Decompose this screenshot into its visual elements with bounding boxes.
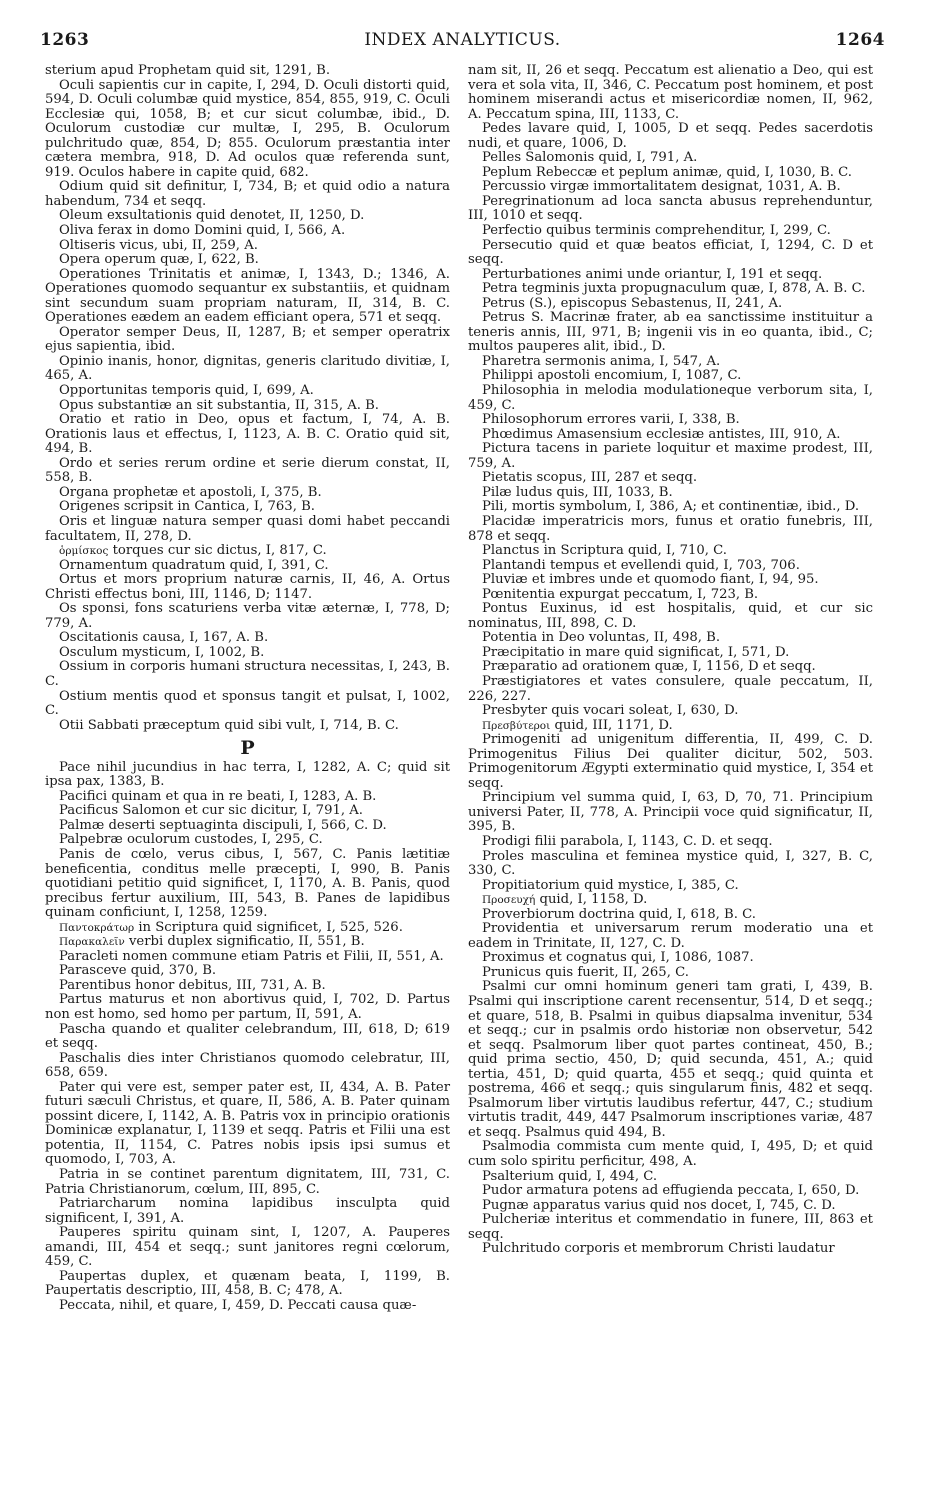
index-entry (45, 631, 450, 646)
greek-term: Παντοκράτωρ (59, 921, 135, 934)
index-entry (468, 500, 873, 515)
entry-text: Pietatis scopus, III, 287 et seqq. (482, 470, 698, 486)
index-entry (468, 442, 873, 471)
page-header (40, 30, 885, 54)
index-entry (45, 64, 450, 79)
index-entry (468, 850, 873, 879)
index-entry (468, 1213, 873, 1242)
index-entry (45, 573, 450, 602)
entry-text: Perturbationes animi unde oriantur, I, 191 et seqq. (482, 266, 823, 282)
entry-text: quid, III, 1171, D. (554, 717, 673, 733)
index-entry (45, 1052, 450, 1081)
index-entry (45, 486, 450, 501)
index-entry (468, 631, 873, 646)
entry-text: Paschalis dies inter Christianos quomodo celebratur, III, 658, 659. (45, 1050, 450, 1081)
entry-text: Ostium mentis quod et sponsus tangit et pulsat, I, 1002, C. (45, 688, 450, 719)
index-entry (468, 980, 873, 1140)
entry-text: Proximus et cognatus qui, I, 1086, 1087. (482, 950, 754, 966)
index-entry (45, 326, 450, 355)
left-page-number: 1263 (40, 30, 90, 50)
greek-term: Παρακαλεῖν (59, 936, 125, 949)
entry-text: Petrus (S.), episcopus Sebastenus, II, 241, A. (482, 295, 783, 311)
index-entry (45, 719, 450, 734)
entry-text: Oratio et ratio in Deo, opus et factum, I, 74, A. B. Orationis laus et effectus, I, 1123, A. B. C. Oratio quid sit, 494, B. (45, 412, 450, 457)
entry-text: Paracleti nomen commune etiam Patris et Filii, II, 551, A. (59, 948, 444, 964)
entry-text: Psalmi cur omni hominum generi tam grati, I, 439, B. Psalmi qui inscriptione carent recensentur, 514, D et seqq.; et quare, 518, B. Psalmi in quibus diapsalma invenitur, 534 et seqq.; cur in psalmis ordo historiæ non observetur, 542 et seqq. Psalmorum liber quot partes contineat, 450, B.; quid prima sectio, 450, D; quid secunda, 451, A.; quid tertia, 451, D; quid quarta, 455 et seqq.; quid quinta et postrema, 466 et seqq.; quis singularum finis, 482 et seqq. Psalmorum liber virtutis laudibus refertur, 447, C.; studium virtutis tradit, 449, 447 Psalmorum inscriptiones variæ, 487 et seqq. Psalmus quid 494, B. (468, 979, 873, 1140)
entry-text: Pulchritudo corporis et membrorum Christi laudatur (482, 1241, 835, 1257)
entry-text: Placidæ imperatricis mors, funus et oratio funebris, III, 878 et seqq. (468, 513, 873, 544)
index-entry (468, 1140, 873, 1169)
entry-text: Palpebræ oculorum custodes, I, 295, C. (59, 832, 323, 848)
entry-text: Pilæ ludus quis, III, 1033, B. (482, 484, 673, 500)
index-entry (45, 1226, 450, 1270)
index-entry (45, 457, 450, 486)
entry-text: Petrus S. Macrinæ frater, ab ea sanctissime instituitur a teneris annis, III, 971, B; ingenii vis in eo quanta, ibid., C; multos pauperes alit, ibid., D. (468, 310, 873, 355)
index-entry (45, 180, 450, 209)
entry-text: Patriarcharum nomina lapidibus insculpta quid significent, I, 391, A. (45, 1196, 450, 1226)
index-entry (45, 921, 450, 936)
index-entry (468, 268, 873, 283)
index-entry (468, 515, 873, 544)
greek-term: ὁρμίσκος (59, 545, 109, 558)
index-entry (45, 993, 450, 1022)
index-entry (45, 384, 450, 399)
entry-text: Psalterium quid, I, 494, C. (482, 1168, 658, 1184)
entry-text: Pacificus Salomon et cur sic dicitur, I, 791, A. (59, 803, 363, 819)
index-entry (45, 1270, 450, 1299)
entry-text: Petra tegminis juxta propugnaculum quæ, I, 878, A. B. C. (482, 281, 866, 297)
entry-text: Oscitationis causa, I, 167, A. B. (59, 630, 269, 646)
entry-text: Opinio inanis, honor, dignitas, generis claritudo divitiæ, I, 465, A. (45, 353, 450, 384)
entry-text: Proles masculina et feminea mystice quid, I, 327, B. C, 330, C. (468, 848, 873, 879)
index-entry (468, 733, 873, 791)
index-entry (468, 660, 873, 675)
entry-text: Opus substantiæ an sit substantia, II, 315, A. B. (59, 397, 379, 413)
index-entry (468, 879, 873, 894)
entry-text: Ornamentum quadratum quid, I, 391, C. (59, 557, 329, 573)
index-entry (45, 239, 450, 254)
entry-text: Providentia et universarum rerum moderatio una et eadem in Trinitate, II, 127, C. D. (468, 921, 873, 951)
index-entry (468, 908, 873, 923)
index-entry (468, 471, 873, 486)
index-entry (468, 369, 873, 384)
entry-text: Pudor armatura potens ad effugienda peccata, I, 650, D. (482, 1183, 860, 1199)
entry-text: Planctus in Scriptura quid, I, 710, C. (482, 543, 727, 559)
index-entry (468, 1184, 873, 1199)
entry-text: Præstigiatores et vates consulere, quale peccatum, II, 226, 227. (468, 673, 873, 704)
entry-text: quid, I, 1158, D. (539, 892, 648, 908)
index-entry (468, 1199, 873, 1214)
index-entry (45, 935, 450, 950)
index-entry (468, 180, 873, 195)
index-entry (45, 355, 450, 384)
entry-text: Palmæ deserti septuaginta discipuli, I, 566, C. D. (59, 817, 387, 833)
index-entry (45, 209, 450, 224)
entry-text: Origenes scripsit in Cantica, I, 763, B. (59, 499, 315, 515)
entry-text: Plantandi tempus et evellendi quid, I, 703, 706. (482, 557, 800, 573)
section-letter: P (240, 737, 255, 760)
index-entry (45, 790, 450, 805)
index-entry (45, 1299, 450, 1314)
entry-text: Oltiseris vicus, ubi, II, 259, A. (59, 237, 258, 253)
entry-text: Ossium in corporis humani structura necessitas, I, 243, B. C. (45, 659, 450, 689)
entry-text: Persecutio quid et quæ beatos efficiat, I, 1294, C. D et seqq. (468, 237, 873, 268)
index-entry (468, 1170, 873, 1185)
entry-text: Pugnæ apparatus varius quid nos docet, I, 745, C. D. (482, 1197, 836, 1213)
entry-text: sterium apud Prophetam quid sit, 1291, B. (45, 63, 331, 78)
entry-text: Parasceve quid, 370, B. (59, 963, 217, 979)
index-entry (468, 486, 873, 501)
entry-text: Perfectio quibus terminis comprehenditur, I, 299, C. (482, 223, 831, 239)
index-entry (45, 268, 450, 326)
index-entry (468, 893, 873, 908)
index-entry (468, 1242, 873, 1257)
index-entry (45, 1168, 450, 1197)
left-column (45, 64, 450, 1313)
entry-text: Philippi apostoli encomium, I, 1087, C. (482, 368, 742, 384)
index-entry (468, 675, 873, 704)
entry-text: Paupertas duplex, et quænam beata, I, 1199, B. Paupertatis descriptio, III, 458, B. C; 478, A. (45, 1268, 450, 1299)
page-title: INDEX ANALYTICUS. (364, 30, 561, 50)
entry-text: verbi duplex significatio, II, 551, B. (128, 934, 365, 950)
entry-text: Panis de cœlo, verus cibus, I, 567, C. Panis lætitiæ beneficentia, conditus melle præcepti, I, 990, B. Panis quotidiani petitio quid significet, I, 1170, A. B. Panis, quod precibus fertur auxilium, III, 543, B. Panes de lapidibus quinam conficiunt, I, 1258, 1259. (45, 846, 450, 921)
entry-text: Pili, mortis symbolum, I, 386, A; et continentiæ, ibid., D. (482, 499, 860, 515)
entry-text: Parentibus honor debitus, III, 731, A. B. (59, 977, 326, 993)
entry-text: Ordo et series rerum ordine et serie dierum constat, II, 558, B. (45, 455, 450, 486)
index-entry (468, 835, 873, 850)
entry-text: Pharetra sermonis anima, I, 547, A. (482, 353, 721, 369)
entry-text: Otii Sabbati præceptum quid sibi vult, I, 714, B. C. (59, 717, 399, 733)
index-entry (45, 253, 450, 268)
entry-text: Proverbiorum doctrina quid, I, 618, B. C. (482, 906, 756, 922)
index-entry (45, 602, 450, 631)
index-entry (468, 151, 873, 166)
index-entry (45, 646, 450, 661)
index-entry (45, 515, 450, 544)
entry-text: Odium quid sit definitur, I, 734, B; et quid odio a natura habendum, 734 et seqq. (45, 179, 450, 209)
entry-text: Organa prophetæ et apostoli, I, 375, B. (59, 484, 322, 500)
entry-text: Pace nihil jucundius in hac terra, I, 1282, A. C; quid sit ipsa pax, 1383, B. (45, 759, 450, 790)
index-entry (45, 413, 450, 457)
index-entry (468, 311, 873, 355)
entry-text: Principium vel summa quid, I, 63, D, 70, 71. Principium universi Pater, II, 778, A. Principii voce quid significatur, II, 395, B. (468, 790, 873, 835)
entry-text: Oliva ferax in domo Domini quid, I, 566, A. (59, 223, 346, 239)
index-entry (468, 413, 873, 428)
entry-text: nam sit, II, 26 et seqq. Peccatum est alienatio a Deo, qui est vera et sola vita, II, 346, C. Peccatum post hominem, et post hominem miserandi actus et misericordiæ nomen, II, 962, A. Peccatum spina, III, 1133, C. (468, 63, 873, 122)
index-entry (45, 79, 450, 181)
index-entry (45, 1081, 450, 1168)
index-entry (45, 848, 450, 921)
entry-text: Opportunitas temporis quid, I, 699, A. (59, 383, 314, 399)
entry-text: Pœnitentia expurgat peccatum, I, 723, B. (482, 586, 759, 602)
index-entry (468, 791, 873, 835)
index-entry (468, 719, 873, 734)
entry-text: Prunicus quis fuerit, II, 265, C. (482, 964, 689, 980)
entry-text: Opera operum quæ, I, 622, B. (59, 252, 259, 268)
index-entry (45, 500, 450, 515)
index-entry (45, 399, 450, 414)
entry-text: Pictura tacens in pariete loquitur et maxime prodest, III, 759, A. (468, 441, 873, 471)
index-entry (468, 239, 873, 268)
index-entry (468, 704, 873, 719)
index-entry (45, 819, 450, 834)
entry-text: Pontus Euxinus, id est hospitalis, quid, et cur sic nominatus, III, 898, C. D. (468, 601, 873, 631)
entry-text: Presbyter quis vocari soleat, I, 630, D. (482, 703, 739, 719)
right-page-number: 1264 (835, 30, 885, 50)
entry-text: Pacifici quinam et qua in re beati, I, 1283, A. B. (59, 788, 377, 804)
entry-text: Pater qui vere est, semper pater est, II, 434, A. B. Pater futuri sæculi Christus, et quare, II, 586, A. B. Pater quinam possint dicere, I, 1142, A. B. Patris vox in principio orationis Dominicæ explanatur, I, 1139 et seqq. Patris et Filii una est potentia, II, 1154, C. Patres nobis ipsis ipsi sumus et quomodo, I, 703, A. (45, 1079, 450, 1168)
entry-text: Pedes lavare quid, I, 1005, D et seqq. Pedes sacerdotis nudi, et quare, 1006, D. (468, 121, 873, 151)
greek-term: Προσευχή (482, 894, 536, 907)
index-entry (45, 559, 450, 574)
entry-text: Os sponsi, fons scaturiens verba vitæ æternæ, I, 778, D; 779, A. (45, 601, 450, 631)
entry-text: Præparatio ad orationem quæ, I, 1156, D et seqq. (482, 659, 816, 675)
entry-text: Pauperes spiritu quinam sint, I, 1207, A. Pauperes amandi, III, 454 et seqq.; sunt janitores regni cœlorum, 459, C. (45, 1225, 450, 1270)
index-entry (45, 979, 450, 994)
entry-text: Potentia in Deo voluntas, II, 498, B. (482, 630, 721, 646)
index-entry (45, 950, 450, 965)
index-entry (468, 646, 873, 661)
index-entry (468, 428, 873, 443)
index-entry (45, 804, 450, 819)
entry-text: Propitiatorium quid mystice, I, 385, C. (482, 877, 739, 893)
entry-text: Operator semper Deus, II, 1287, B; et semper operatrix ejus sapientia, ibid. (45, 324, 450, 355)
entry-text: Peregrinationum ad loca sancta abusus reprehenduntur, III, 1010 et seqq. (468, 193, 873, 224)
index-entry (468, 573, 873, 588)
entry-text: Percussio virgæ immortalitatem designat, 1031, A. B. (482, 179, 841, 195)
entry-text: Pascha quando et qualiter celebrandum, III, 618, D; 619 et seqq. (45, 1021, 450, 1052)
entry-text: Peccata, nihil, et quare, I, 459, D. Peccati causa quæ- (59, 1297, 417, 1313)
entry-text: in Scriptura quid significet, I, 525, 526. (138, 919, 403, 935)
index-entry (45, 660, 450, 689)
entry-text: Primogeniti ad unigenitum differentia, II, 499, C. D. Primogenitus Filius Dei qualiter dicitur, 502, 503. Primogenitorum Ægypti exterminatio quid mystice, I, 354 et seqq. (468, 732, 873, 791)
entry-text: Oris et linguæ natura semper quasi domi habet peccandi facultatem, II, 278, D. (45, 513, 450, 544)
entry-text: Pulcheriæ interitus et commendatio in funere, III, 863 et seqq. (468, 1212, 873, 1242)
entry-text: Prodigi filii parabola, I, 1143, C. D. et seqq. (482, 833, 773, 849)
index-entry (468, 966, 873, 981)
index-entry (468, 544, 873, 559)
entry-text: Oculi sapientis cur in capite, I, 294, D. Oculi distorti quid, 594, D. Oculi columbæ quid mystice, 854, 855, 919, C. Oculi Ecclesiæ qui, 1058, B; et cur sicut columbæ, ibid., D. Oculorum custodiæ cur multæ, I, 295, B. Oculorum pulchritudo quæ, 854, D; 855. Oculorum præstantia inter cætera membra, 918, D. Ad oculos quæ referenda sunt, 919. Oculos habere in capite quid, 682. (45, 77, 450, 180)
index-entry (468, 166, 873, 181)
entry-text: Operationes Trinitatis et animæ, I, 1343, D.; 1346, A. Operationes quomodo sequantur ex substantiis, et quidnam sint secundum suam propriam naturam, II, 314, B. C. Operationes eædem an eadem efficiant opera, 571 et seqq. (45, 266, 450, 326)
index-entry (468, 355, 873, 370)
entry-text: Præcipitatio in mare quid significat, I, 571, D. (482, 644, 790, 660)
index-entry (468, 602, 873, 631)
entry-text: Peplum Rebeccæ et peplum animæ, quid, I, 1030, B. C. (482, 164, 852, 180)
greek-term: Πρεσβύτεροι (482, 719, 551, 732)
entry-text: Philosophia in melodia modulationeque verborum sita, I, 459, C. (468, 383, 873, 413)
index-entry (45, 544, 450, 559)
index-entry (468, 922, 873, 951)
index-entry (45, 224, 450, 239)
index-entry (468, 559, 873, 574)
right-column (468, 64, 873, 1257)
entry-text: Philosophorum errores varii, I, 338, B. (482, 412, 740, 428)
index-entry (468, 282, 873, 297)
entry-text: Osculum mysticum, I, 1002, B. (59, 644, 265, 660)
index-entry (468, 384, 873, 413)
index-entry (468, 122, 873, 151)
index-entry (45, 761, 450, 790)
index-entry (468, 64, 873, 122)
index-entry (45, 833, 450, 848)
index-entry (45, 964, 450, 979)
index-entry (45, 1197, 450, 1226)
index-entry (468, 297, 873, 312)
index-entry (468, 588, 873, 603)
entry-text: Patria in se continet parentum dignitatem, III, 731, C. Patria Christianorum, cœlum, III, 895, C. (45, 1167, 450, 1197)
index-entry (45, 690, 450, 719)
entry-text: Ortus et mors proprium naturæ carnis, II, 46, A. Ortus Christi effectus boni, III, 1146, D; 1147. (45, 572, 450, 602)
entry-text: Pluviæ et imbres unde et quomodo fiant, I, 94, 95. (482, 572, 819, 588)
index-entry (468, 224, 873, 239)
index-entry (468, 951, 873, 966)
entry-text: Pelles Salomonis quid, I, 791, A. (482, 150, 698, 166)
entry-text: Psalmodia commista cum mente quid, I, 495, D; et quid cum solo spiritu perficitur, 498, A. (468, 1139, 873, 1170)
index-entry (468, 195, 873, 224)
entry-text: torques cur sic dictus, I, 817, C. (112, 543, 327, 559)
entry-text: Phœdimus Amasensium ecclesiæ antistes, III, 910, A. (482, 426, 841, 442)
index-entry (45, 1023, 450, 1052)
entry-text: Oleum exsultationis quid denotet, II, 1250, D. (59, 208, 365, 224)
entry-text: Partus maturus et non abortivus quid, I, 702, D. Partus non est homo, sed homo per partum, II, 591, A. (45, 992, 450, 1022)
